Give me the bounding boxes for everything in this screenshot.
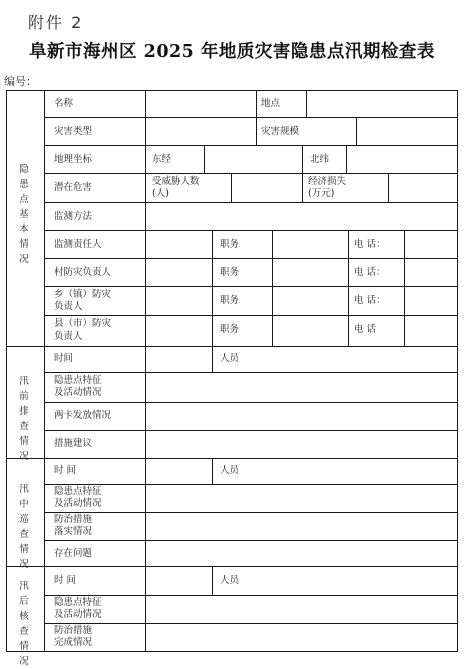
label-location: 地点	[261, 98, 281, 109]
label-prevention-impl: 防治措施	[54, 514, 93, 525]
section-basic-info: 隐患点基本情况	[19, 164, 29, 265]
label-north-latitude: 北纬	[310, 154, 330, 165]
label-position-4: 职务	[220, 324, 240, 335]
label-potential-hazard: 潜在危害	[54, 182, 93, 193]
label-disaster-type: 灾害类型	[54, 126, 93, 137]
label-monitoring-method: 监测方法	[54, 211, 93, 222]
label-phone-2: 电 话：	[354, 267, 386, 278]
label-position-2: 职务	[220, 267, 240, 278]
label-threatened-people-unit: (人)	[152, 188, 169, 199]
label-position-1: 职务	[220, 239, 240, 250]
label-township-person-2: 负责人	[54, 301, 83, 312]
label-economic-loss-unit: (万元)	[308, 188, 335, 199]
label-phone-3: 电 话：	[354, 295, 386, 306]
attachment-label: 附件 2	[28, 13, 84, 32]
label-post-features-2: 及活动情况	[54, 609, 102, 620]
section-mid-flood: 汛中巡查情况	[19, 484, 29, 570]
serial-number-label: 编号：	[4, 75, 37, 88]
label-east-longitude: 东经	[152, 154, 172, 165]
label-county-person-2: 负责人	[54, 331, 83, 342]
label-geo-coordinates: 地理坐标	[54, 154, 93, 165]
label-measures-suggest: 措施建议	[54, 438, 93, 449]
label-position-3: 职务	[220, 295, 240, 306]
label-township-person: 乡（镇）防灾	[54, 289, 112, 300]
label-post-features: 隐患点特征	[54, 597, 102, 608]
label-issues: 存在问题	[54, 548, 93, 559]
label-threatened-people: 受威胁人数	[152, 176, 200, 187]
label-pre-staff: 人员	[220, 353, 240, 364]
label-prevention-impl-2: 落实情况	[54, 526, 93, 537]
page-title: 阜新市海州区 2025 年地质灾害隐患点汛期检查表	[29, 42, 435, 62]
inspection-form-table	[6, 90, 458, 667]
label-post-staff: 人员	[220, 575, 240, 586]
label-economic-loss: 经济损失	[308, 176, 347, 187]
label-village-person: 村防灾负责人	[54, 267, 112, 278]
label-disaster-scale: 灾害规模	[261, 126, 300, 137]
label-mid-time: 时 间	[54, 465, 77, 476]
label-mid-features: 隐患点特征	[54, 486, 102, 497]
label-phone-1: 电 话：	[354, 239, 386, 250]
label-pre-features: 隐患点特征	[54, 375, 102, 386]
label-pre-time: 时间	[54, 353, 74, 364]
label-phone-4: 电 话	[354, 324, 377, 335]
section-post-flood: 汛后核查情况	[19, 581, 29, 667]
label-mid-staff: 人员	[220, 465, 240, 476]
label-post-time: 时 间	[54, 575, 77, 586]
label-monitor-person: 监测责任人	[54, 239, 102, 250]
section-pre-flood: 汛前排查情况	[19, 376, 29, 462]
label-prevention-done-2: 完成情况	[54, 637, 93, 648]
label-mid-features-2: 及活动情况	[54, 498, 102, 509]
label-pre-features-2: 及活动情况	[54, 387, 102, 398]
label-name: 名称	[54, 98, 74, 109]
label-prevention-done: 防治措施	[54, 625, 93, 636]
label-county-person: 县（市）防灾	[54, 318, 112, 329]
label-two-cards: 两卡发放情况	[54, 410, 112, 421]
